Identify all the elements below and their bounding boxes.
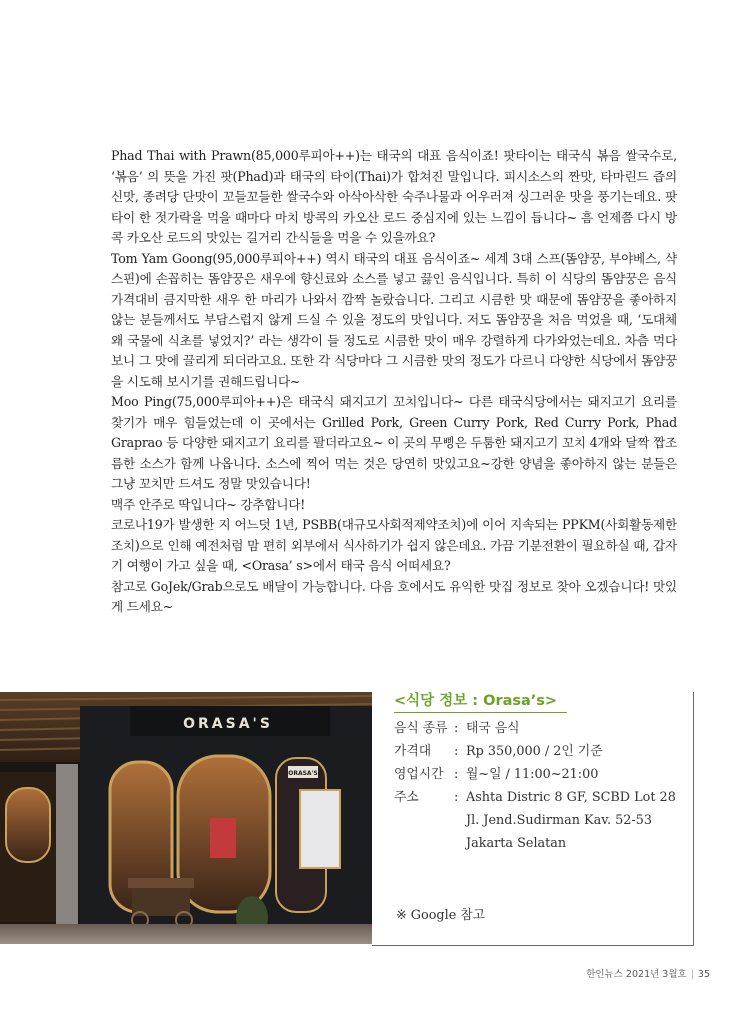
info-value-line: Jakarta Selatan <box>466 836 567 851</box>
restaurant-storefront-image <box>0 692 372 944</box>
info-value <box>466 763 694 786</box>
shop-sign-text: ORASA'S <box>183 716 273 732</box>
info-label: 음식 종류 <box>394 721 448 736</box>
info-separator: : <box>454 721 459 736</box>
info-row-hours <box>394 763 694 786</box>
info-row-address <box>394 786 694 855</box>
restaurant-photo <box>0 692 372 944</box>
info-value-line: Jl. Jend.Sudirman Kav. 52-53 <box>466 813 652 828</box>
info-value-line: 태국 음식 <box>466 721 520 736</box>
page-number: 35 <box>697 969 710 980</box>
info-value <box>466 786 694 855</box>
info-label: 주소 <box>394 790 419 805</box>
info-row-price <box>394 740 694 763</box>
publication-name: 한인뉴스 2021년 3월호 <box>586 969 687 980</box>
info-value-line: Ashta Distric 8 GF, SCBD Lot 28 <box>466 790 676 805</box>
info-value-line: Rp 350,000 / 2인 기준 <box>466 744 603 759</box>
info-label: 영업시간 <box>394 767 444 782</box>
article-body <box>111 146 677 618</box>
restaurant-info <box>394 690 694 855</box>
info-label: 가격대 <box>394 744 432 759</box>
article-paragraph: 맥주 안주로 딱입니다~ 강추합니다! <box>111 496 306 512</box>
page-footer <box>560 966 710 980</box>
shop-small-sign-text: ORASA'S <box>288 770 318 777</box>
info-row-cuisine <box>394 717 694 740</box>
article-paragraph: 참고로 GoJek/Grab으로도 배달이 가능합니다. 다음 호에서도 유익한 맛집 정보로 찾아 오겠습니다! 맛있게 드세요~ <box>111 578 677 614</box>
article-paragraph: Moo Ping(75,000루피아++)은 태국식 돼지고기 꼬치입니다~ 다른 태국식당에서는 돼지고기 요리를 찾기가 매우 힘들었는데 이 곳에서는 Grilled Pork, Green Curry Pork, Red Curry Pork, Phad Graprao 등 다양한 돼지고기 요리를 팔더라고요~ 이 곳의 무삥은 두툼한 돼지고기 꼬치 4개와 달짝 짭조름한 소스가 함께 나옵니다. 소스에 찍어 먹는 것은 당연히 맛있고요~강한 양념을 좋아하지 않는 분들은 그냥 꼬치만 드셔도 정말 맛있습니다! <box>111 394 677 491</box>
info-separator: : <box>454 744 459 759</box>
article-paragraph: 코로나19가 발생한 지 어느덧 1년, PSBB(대규모사회적제약조치)에 이어 지속되는 PPKM(사회활동제한조치)으로 인해 예전처럼 맘 편히 외부에서 식사하기가 쉽지 않은데요. 가끔 기분전환이 필요하실 때, 갑자기 여행이 가고 싶을 때, <Orasa’ s>에서 태국 음식 어떠세요? <box>111 517 677 573</box>
article-paragraph: Tom Yam Goong(95,000루피아++) 역시 태국의 대표 음식이죠~ 세계 3대 스프(똠얌꿍, 부야베스, 샥스핀)에 손꼽히는 똠얌꿍은 새우에 향신료와 소스를 넣고 끓인 음식입니다. 특히 이 식당의 똠얌꿍은 음식가격대비 큼지막한 새우 한 마리가 나와서 깜짝 놀랐습니다. 그리고 시큼한 맛 때문에 똠얌꿍을 좋아하지 않는 분들께서도 부담스럽지 않게 드실 수 있을 정도의 맛입니다. 저도 똠얌꿍을 처음 먹었을 때, ‘도대체 왜 국물에 식초를 넣었지?’ 라는 생각이 들 정도로 시큼한 맛이 매우 강렬하게 다가와었는데요. 차츰 먹다보니 그 맛에 끌리게 되더라고요. 또한 각 식당마다 그 시큼한 맛의 정도가 다르니 다양한 식당에서 똠얌꿍을 시도해 보시기를 권해드립니다~ <box>111 250 677 389</box>
source-note: ※ Google 참고 <box>396 908 486 923</box>
info-value <box>466 740 694 763</box>
article-paragraph: Phad Thai with Prawn(85,000루피아++)는 태국의 대표 음식이죠! 팟타이는 태국식 볶음 쌀국수로, ‘볶음’ 의 뜻을 가진 팟(Phad)과 태국의 타이(Thai)가 합쳐진 말입니다. 피시소스의 짠맛, 타마린드 즙의 신맛, 종려당 단맛이 꼬들꼬들한 쌀국수와 아삭아삭한 숙주나물과 어우러져 싱그러운 맛을 풍기는데요. 팟타이 한 젓가락을 먹을 때마다 마치 방콕의 카오산 로드 중심지에 있는 느낌이 듭니다~ 흠 언제쯤 다시 방콕 카오산 로드의 맛있는 길거리 간식들을 먹을 수 있을까요? <box>111 148 677 245</box>
info-separator: : <box>454 767 459 782</box>
footer-separator: | <box>690 969 694 980</box>
info-separator: : <box>454 790 459 805</box>
info-title: <식당 정보 : Orasa’s> <box>394 690 567 713</box>
info-value-line: 월~일 / 11:00~21:00 <box>466 767 599 782</box>
info-value <box>466 717 694 740</box>
